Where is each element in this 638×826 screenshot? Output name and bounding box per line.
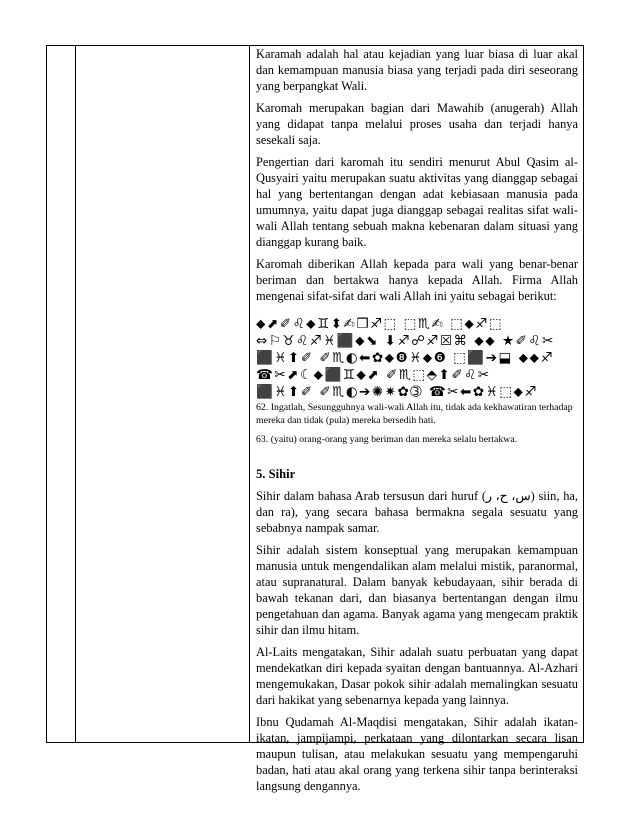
glyph-line: ⬛♓⬆✐ ✐♏◐➔✺✷✿➂ ☎✂⬅✿♓⬚⬥♐ xyxy=(256,384,539,400)
glyph-line: ⬛♓⬆✐ ✐♏◐⬅✿⬥❽♓⬥❻ ⬚⬛➔⬓ ⬥⬥♐ xyxy=(256,350,555,366)
sihir-paragraph-3: Al-Laits mengatakan, Sihir adalah suatu perbuatan yang dapat mendekatkan diri kepada syaitan dengan bantuannya. Al-Azhari mengemukakan, Dasar pokok sihir adalah memalingkan sesuatu dari hakikat yang sebenarnya kepada yang lainnya. xyxy=(256,645,578,707)
section-heading-sihir: 5. Sihir xyxy=(256,467,296,481)
karamah-paragraph-3: Pengertian dari karomah itu sendiri menurut Abul Qasim al-Qusyairi yaitu merupakan suatu aktivitas yang dianggap sebagai hal yang bertentangan dengan adat kebiasaan manusia pada umumnya, yaitu dapat juga dianggap sebagai realitas sifat wali-wali Allah tentang sebuah makna kebenaran dalam situasi yang dianggap kurang baik. xyxy=(256,155,578,249)
karamah-paragraph-1: Karamah adalah hal atau kejadian yang luar biasa di luar akal dan kemampuan manusia biasa yang terjadi pada diri seseorang yang berpangkat Wali. xyxy=(256,47,578,93)
sihir-paragraph-1: Sihir dalam bahasa Arab tersusun dari huruf (س، ح، ر) siin, ha, dan ra), yang secara bahasa bermakna segala sesuatu yang sebabnya nampak samar. xyxy=(256,489,578,535)
arabic-verse-glyphs xyxy=(256,316,578,401)
karamah-paragraph-4: Karomah diberikan Allah kepada para wali yang benar-benar beriman dan bertakwa hanya kepada Allah. Firma Allah mengenai sifat-sifat dari wali Allah ini yaitu sebagai berikut: xyxy=(256,257,578,303)
sihir-paragraph-2: Sihir adalah sistem konseptual yang merupakan kemampuan manusia untuk mengendalikan alam melalui mistik, paranormal, atau supranatural. Dalam banyak kebudayaan, sihir berada di bawah tekanan dari, dan biasanya bertentangan dengan ilmu pengetahuan dan agama. Banyak agama yang mengecam praktik sihir dan ilmu hitam. xyxy=(256,543,578,637)
column-divider-2 xyxy=(249,46,250,742)
footnotes xyxy=(256,401,578,446)
karamah-paragraph-2: Karomah merupakan bagian dari Mawahib (anugerah) Allah yang didapat tanpa melalui proses usaha dan terjadi hanya sesekali saja. xyxy=(256,101,578,147)
sihir-paragraph-4: Ibnu Qudamah Al-Maqdisi mengatakan, Sihir adalah ikatan-ikatan, jampijampi, perkataan yang dilontarkan secara lisan maupun tulisan, atau melakukan sesuatu yang mempengaruhi badan, hati atau akal orang yang terkena sihir tanpa berinteraksi langsung dengannya. xyxy=(256,715,578,793)
glyph-line: ☎✂⬈☾⬥⬛♊⬥⬈ ✐♏⬚⬘⬆✐♌✂ xyxy=(256,367,491,383)
footnote-62: 62. Ingatlah, Sesungguhnya wali-wali Allah itu, tidak ada kekhawatiran terhadap mereka dan tidak (pula) mereka bersedih hati. xyxy=(256,402,573,426)
glyph-line: ⬥⬈✐♌⬥♊⬍✍❒♐⬚ ⬚♏✍ ⬚⬥♐⬚ xyxy=(256,316,504,332)
column-divider-1 xyxy=(75,46,76,742)
glyph-line: ⇔⚐♉♌♐♓⬛⬥⬊ ⬇♐☍♐☒⌘ ⬥⬥ ★✐♌✂ xyxy=(256,333,555,349)
content-column xyxy=(256,46,578,794)
footnote-63: 63. (yaitu) orang-orang yang beriman dan mereka selalu bertakwa. xyxy=(256,434,518,445)
